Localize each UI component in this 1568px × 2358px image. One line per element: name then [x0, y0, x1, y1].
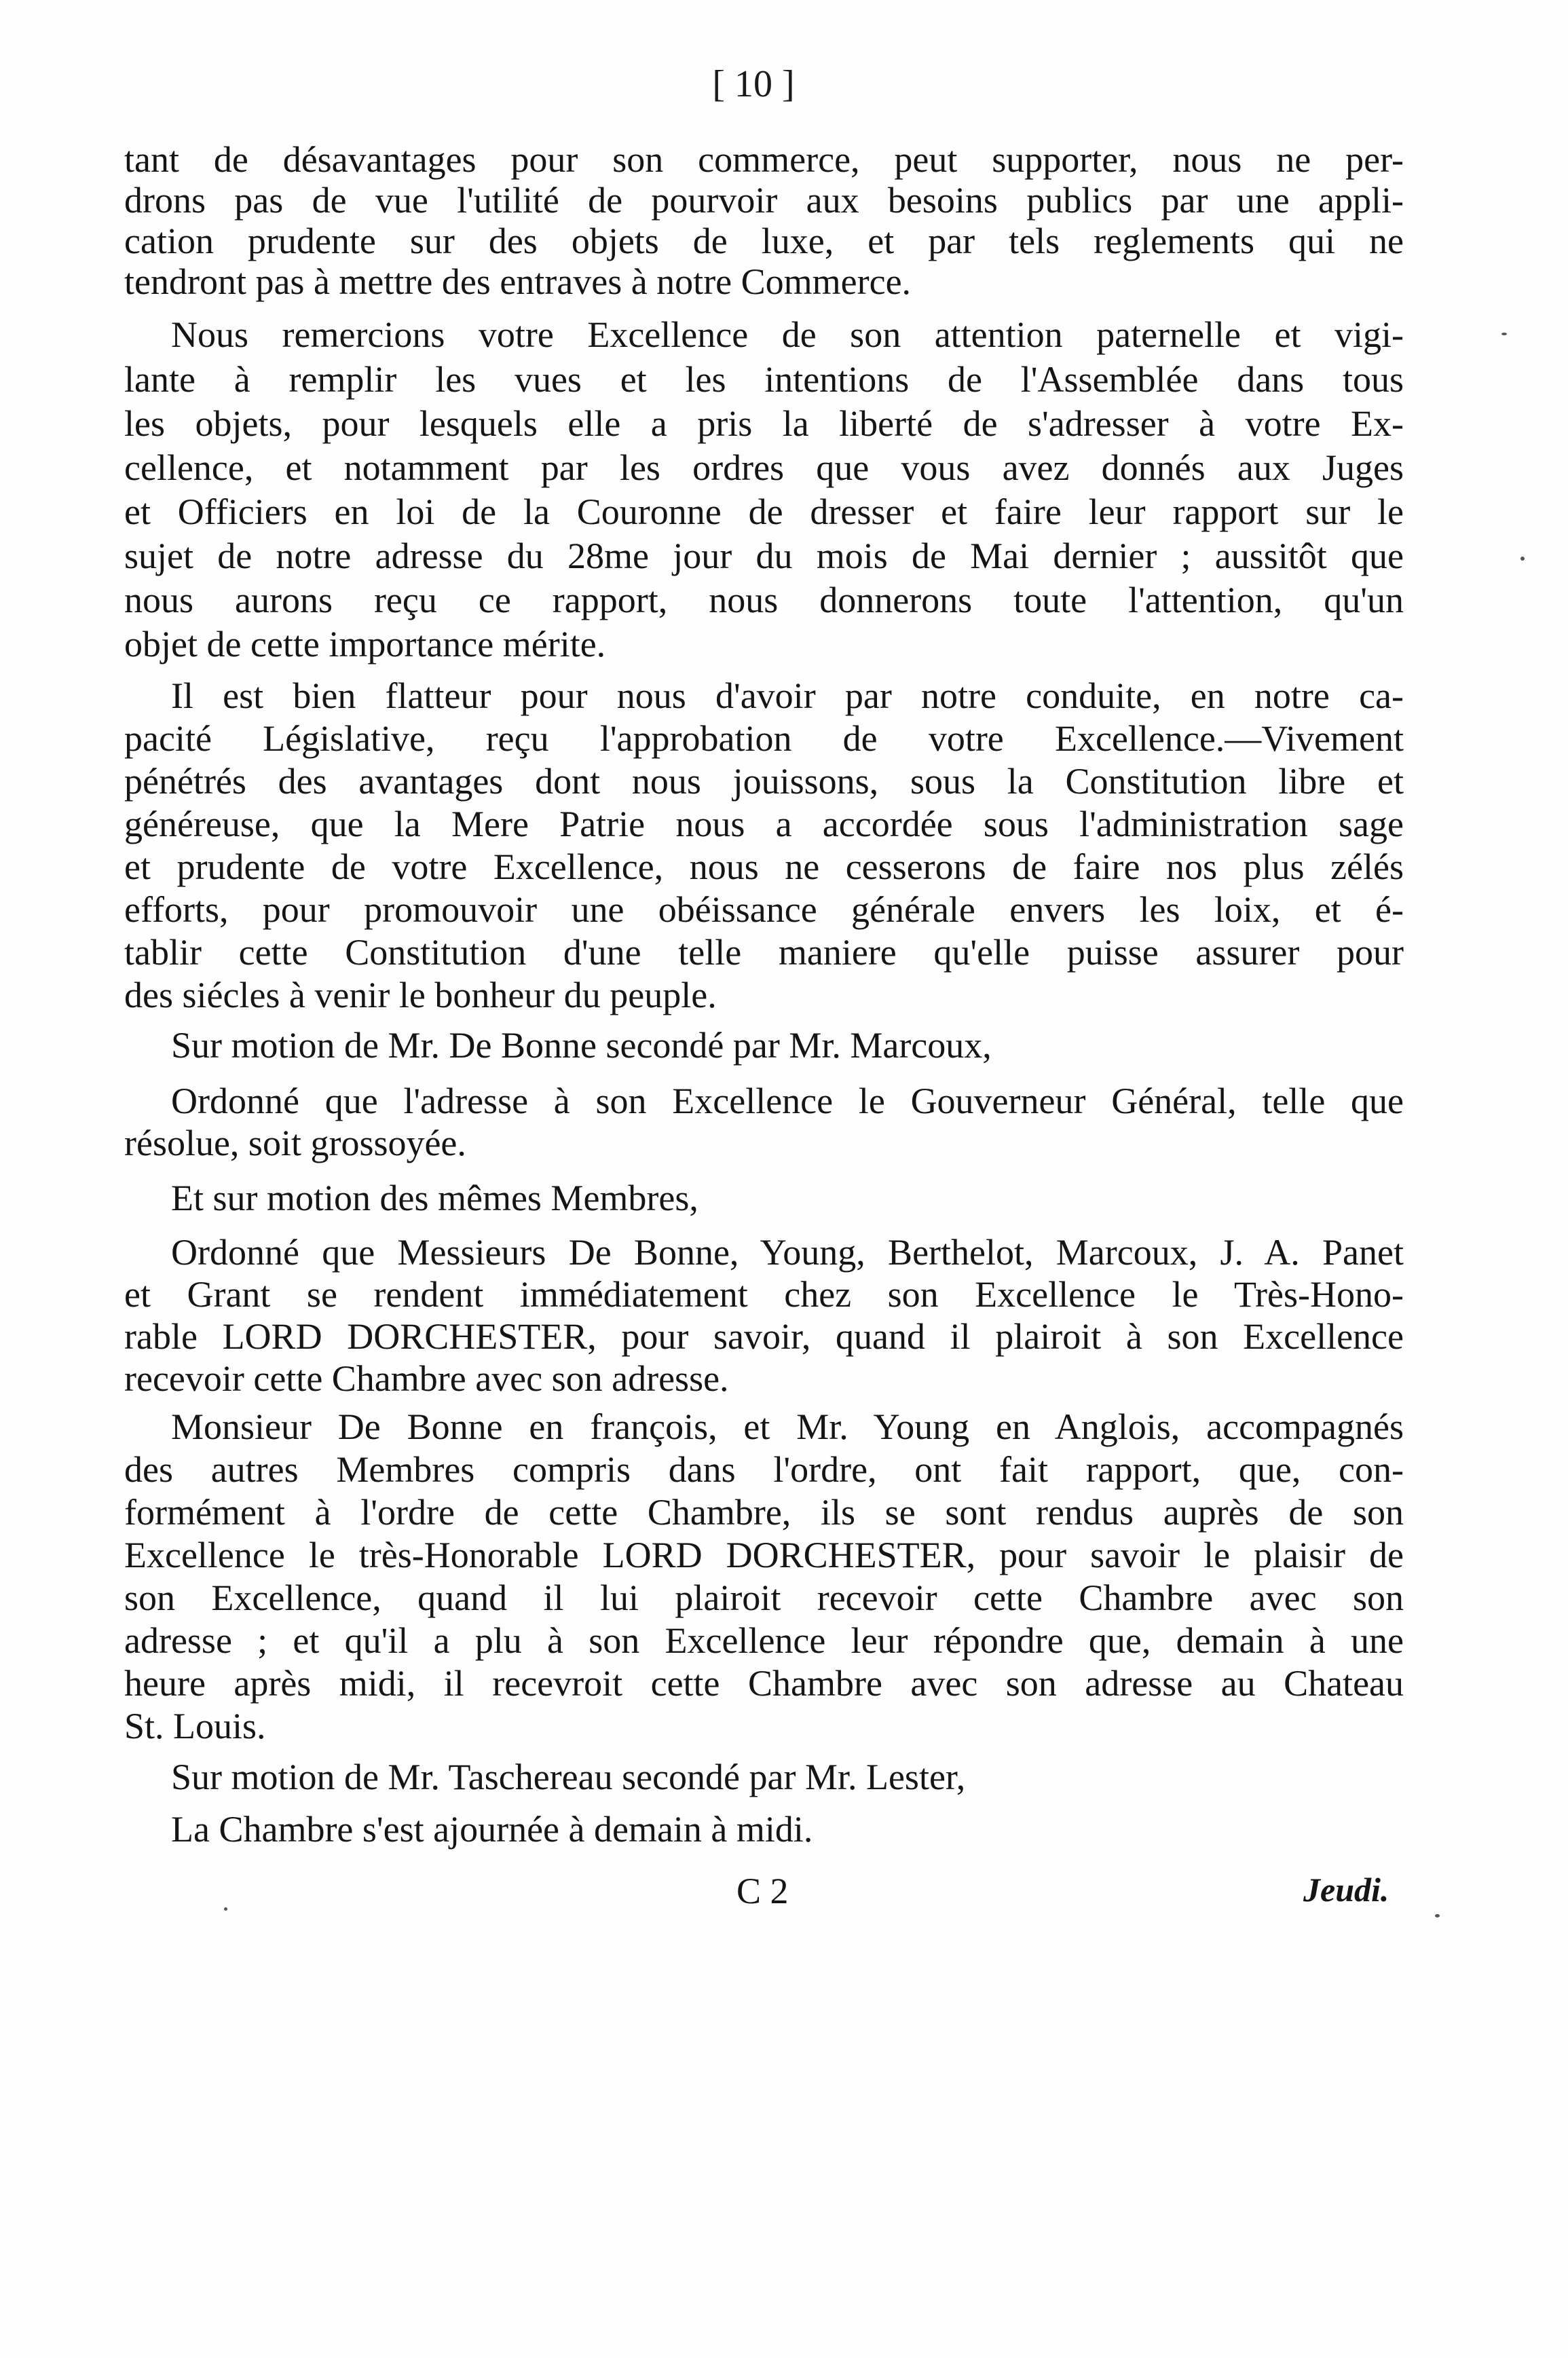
text-line: Nous remercions votre Excellence de son attention paternelle et vigi- — [171, 314, 1404, 355]
text-line: recevoir cette Chambre avec son adresse. — [124, 1358, 729, 1399]
text-line: La Chambre s'est ajournée à demain à midi. — [171, 1809, 813, 1850]
page-number: [ 10 ] — [712, 63, 795, 105]
text-line: et Officiers en loi de la Couronne de dresser et faire leur rapport sur le — [124, 491, 1404, 532]
text-line: adresse ; et qu'il a plu à son Excellence leur répondre que, demain à une — [124, 1620, 1404, 1661]
text-line: résolue, soit grossoyée. — [124, 1123, 466, 1163]
ink-speck — [1520, 557, 1525, 561]
text-line: heure après midi, il recevroit cette Chambre avec son adresse au Chateau — [124, 1663, 1404, 1704]
catchword: Jeudi. — [1303, 1871, 1389, 1909]
text-line: objet de cette importance mérite. — [124, 624, 606, 665]
text-line: et Grant se rendent immédiatement chez son Excellence le Très-Hono- — [124, 1274, 1404, 1315]
text-line: tant de désavantages pour son commerce, peut supporter, nous ne per- — [124, 139, 1404, 180]
text-line: drons pas de vue l'utilité de pourvoir aux besoins publics par une appli- — [124, 180, 1404, 221]
signature-mark: C 2 — [736, 1871, 789, 1911]
text-line: Sur motion de Mr. De Bonne secondé par Mr. Marcoux, — [171, 1025, 992, 1066]
text-line: Sur motion de Mr. Taschereau secondé par Mr. Lester, — [171, 1757, 966, 1797]
text-line: tablir cette Constitution d'une telle maniere qu'elle puisse assurer pour — [124, 932, 1404, 973]
text-line: Ordonné que Messieurs De Bonne, Young, Berthelot, Marcoux, J. A. Panet — [171, 1232, 1404, 1273]
text-line: des siécles à venir le bonheur du peuple. — [124, 975, 717, 1015]
text-line: Et sur motion des mêmes Membres, — [171, 1178, 698, 1218]
text-line: Il est bien flatteur pour nous d'avoir par notre conduite, en notre ca- — [171, 675, 1404, 716]
text-line: nous aurons reçu ce rapport, nous donnerons toute l'attention, qu'un — [124, 580, 1404, 620]
text-line: rable LORD DORCHESTER, pour savoir, quand il plairoit à son Excellence — [124, 1316, 1404, 1357]
text-line: Ordonné que l'adresse à son Excellence le Gouverneur Général, telle que — [171, 1081, 1404, 1121]
text-line: Monsieur De Bonne en françois, et Mr. Young en Anglois, accompagnés — [171, 1406, 1404, 1447]
text-line: sujet de notre adresse du 28me jour du mois de Mai dernier ; aussitôt que — [124, 536, 1404, 576]
text-line: pénétrés des avantages dont nous jouissons, sous la Constitution libre et — [124, 761, 1404, 802]
ink-speck — [224, 1907, 227, 1911]
text-line: lante à remplir les vues et les intentions de l'Assemblée dans tous — [124, 359, 1404, 400]
ink-speck — [1435, 1914, 1440, 1917]
text-line: pacité Législative, reçu l'approbation de votre Excellence.—Vivement — [124, 718, 1404, 759]
text-line: des autres Membres compris dans l'ordre, ont fait rapport, que, con- — [124, 1449, 1404, 1490]
text-line: et prudente de votre Excellence, nous ne cesserons de faire nos plus zélés — [124, 846, 1404, 887]
text-line: les objets, pour lesquels elle a pris la liberté de s'adresser à votre Ex- — [124, 403, 1404, 444]
text-line: formément à l'ordre de cette Chambre, ils se sont rendus auprès de son — [124, 1492, 1404, 1533]
text-line: tendront pas à mettre des entraves à notre Commerce. — [124, 261, 912, 302]
ink-speck — [1501, 333, 1507, 335]
text-line: généreuse, que la Mere Patrie nous a accordée sous l'administration sage — [124, 804, 1404, 844]
text-line: St. Louis. — [124, 1706, 266, 1746]
text-line: son Excellence, quand il lui plairoit recevoir cette Chambre avec son — [124, 1577, 1404, 1618]
text-line: efforts, pour promouvoir une obéissance générale envers les loix, et é- — [124, 889, 1404, 930]
text-line: Excellence le très-Honorable LORD DORCHESTER, pour savoir le plaisir de — [124, 1535, 1404, 1575]
text-line: cation prudente sur des objets de luxe, et par tels reglements qui ne — [124, 221, 1404, 261]
text-line: cellence, et notamment par les ordres que vous avez donnés aux Juges — [124, 447, 1404, 488]
